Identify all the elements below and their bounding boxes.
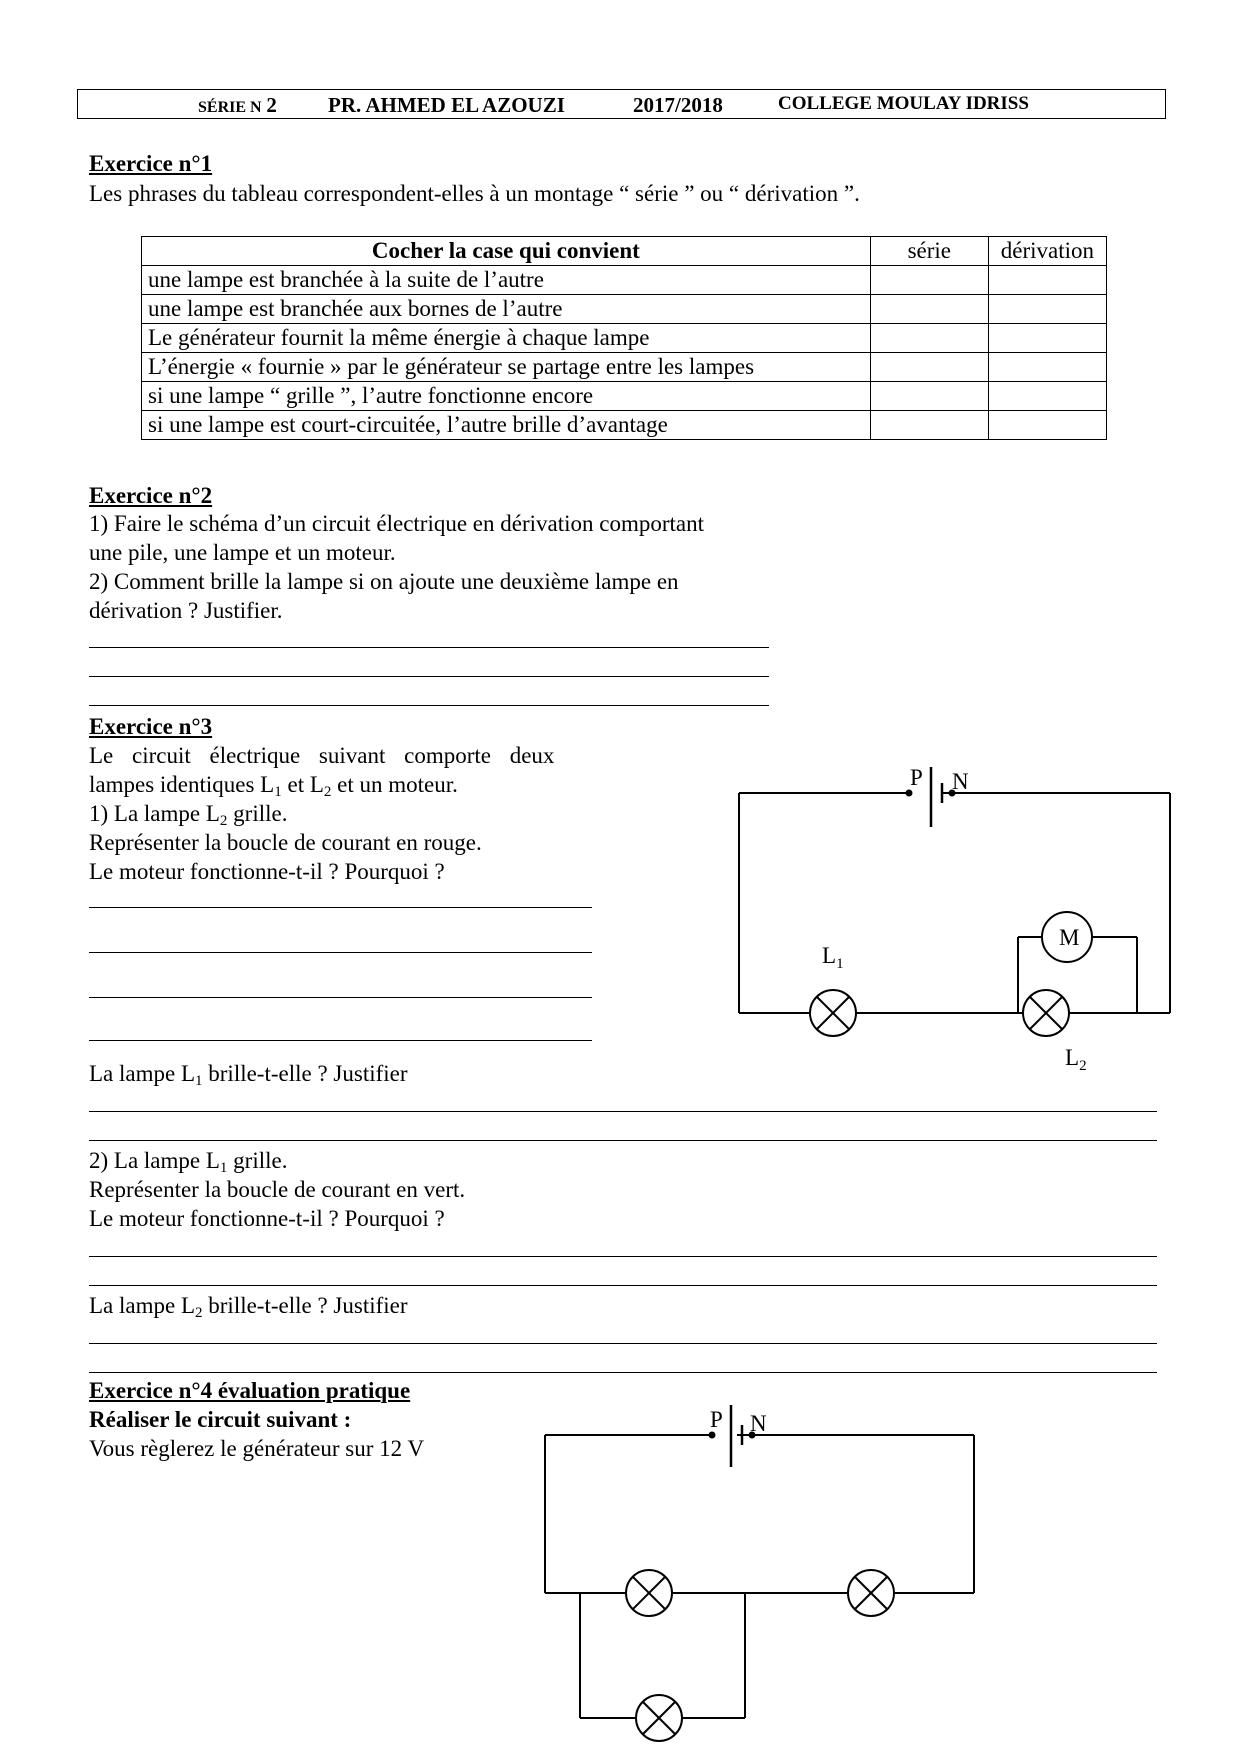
- answer-line[interactable]: [89, 1256, 1157, 1257]
- answer-line[interactable]: [89, 1140, 1157, 1141]
- checkbox-serie[interactable]: [870, 411, 988, 440]
- checkbox-derivation[interactable]: [988, 295, 1106, 324]
- table-header-row: [142, 237, 1107, 266]
- ex4-title: Exercice n°4 évaluation pratique: [89, 1378, 411, 1403]
- lamp-l1-label: $L_1$: [822, 943, 844, 972]
- ex2-line-1: 1) Faire le schéma d’un circuit électrique en dérivation comportant: [89, 511, 705, 536]
- ex3-q2: 2) La lampe $L_1$ grille.: [89, 1148, 288, 1176]
- ex3-q1-represent: Représenter la boucle de courant en rouge.: [89, 830, 482, 855]
- ex3-line-2: lampes identiques $L_1$ et $L_2$ et un moteur.: [89, 772, 458, 800]
- checkbox-derivation[interactable]: [988, 353, 1106, 382]
- checkbox-serie[interactable]: [870, 266, 988, 295]
- ex2-line-2: une pile, une lampe et un moteur.: [89, 540, 396, 565]
- table-header-statement: Cocher la case qui convient: [142, 237, 871, 266]
- row-statement: si une lampe “ grille ”, l’autre fonctionne encore: [142, 382, 871, 411]
- row-statement: une lampe est branchée à la suite de l’autre: [142, 266, 871, 295]
- ex3-circuit-diagram: [720, 755, 1180, 1085]
- ex1-table: [141, 236, 1107, 440]
- ex4-subtitle: Réaliser le circuit suivant :: [89, 1407, 352, 1432]
- answer-line[interactable]: [89, 1343, 1157, 1344]
- terminal-p-label: P: [710, 1407, 723, 1432]
- terminal-dot: [906, 790, 913, 797]
- checkbox-derivation[interactable]: [988, 382, 1106, 411]
- table-row: [142, 295, 1107, 324]
- ex4-text: Vous règlerez le générateur sur 12 V: [89, 1436, 425, 1461]
- answer-line[interactable]: [89, 1372, 1157, 1373]
- answer-line[interactable]: [89, 907, 592, 908]
- ex2-title: Exercice n°2: [89, 483, 213, 508]
- answer-line[interactable]: [89, 952, 592, 953]
- checkbox-derivation[interactable]: [988, 411, 1106, 440]
- school-year: 2017/2018: [633, 93, 723, 117]
- checkbox-derivation[interactable]: [988, 324, 1106, 353]
- terminal-dot: [709, 1432, 716, 1439]
- table-row: [142, 353, 1107, 382]
- ex3-q2-lamp: La lampe $L_2$ brille-t-elle ? Justifier: [89, 1293, 408, 1321]
- school-name: COLLEGE MOULAY IDRISS: [778, 93, 1029, 114]
- table-header-derivation: dérivation: [988, 237, 1106, 266]
- ex4-circuit-diagram: [530, 1395, 990, 1745]
- ex2-line-3: 2) Comment brille la lampe si on ajoute une deuxième lampe en: [89, 569, 679, 594]
- ex1-intro: Les phrases du tableau correspondent-elles à un montage “ série ” ou “ dérivation ”.: [89, 181, 860, 206]
- row-statement: Le générateur fournit la même énergie à chaque lampe: [142, 324, 871, 353]
- row-statement: L’énergie « fournie » par le générateur se partage entre les lampes: [142, 353, 871, 382]
- ex1-title: Exercice n°1: [89, 151, 213, 176]
- ex3-q2-represent: Représenter la boucle de courant en vert.: [89, 1177, 466, 1202]
- answer-line[interactable]: [89, 1285, 1157, 1286]
- terminal-n-label: N: [750, 1411, 767, 1436]
- answer-line[interactable]: [89, 997, 592, 998]
- checkbox-serie[interactable]: [870, 353, 988, 382]
- serie-label: SÉRIE N 2: [198, 93, 277, 117]
- table-header-serie: série: [870, 237, 988, 266]
- checkbox-serie[interactable]: [870, 382, 988, 411]
- ex3-q1-lamp: La lampe $L_1$ brille-t-elle ? Justifier: [89, 1061, 408, 1089]
- table-row: [142, 411, 1107, 440]
- row-statement: si une lampe est court-circuitée, l’autre brille d’avantage: [142, 411, 871, 440]
- checkbox-derivation[interactable]: [988, 266, 1106, 295]
- table-row: [142, 382, 1107, 411]
- row-statement: une lampe est branchée aux bornes de l’autre: [142, 295, 871, 324]
- answer-line[interactable]: [89, 647, 769, 648]
- terminal-n-label: N: [952, 769, 969, 794]
- ex3-q1-motor: Le moteur fonctionne-t-il ? Pourquoi ?: [89, 859, 445, 884]
- ex3-q2-motor: Le moteur fonctionne-t-il ? Pourquoi ?: [89, 1206, 445, 1231]
- header-banner: [77, 89, 1166, 119]
- answer-line[interactable]: [89, 676, 769, 677]
- checkbox-serie[interactable]: [870, 324, 988, 353]
- table-row: [142, 324, 1107, 353]
- ex3-q1: 1) La lampe $L_2$ grille.: [89, 801, 288, 829]
- checkbox-serie[interactable]: [870, 295, 988, 324]
- answer-line[interactable]: [89, 705, 769, 706]
- answer-line[interactable]: [89, 1040, 592, 1041]
- lamp-l2-label: $L_2$: [1065, 1045, 1087, 1074]
- answer-line[interactable]: [89, 1111, 1157, 1112]
- ex2-line-4: dérivation ? Justifier.: [89, 598, 283, 623]
- table-row: [142, 266, 1107, 295]
- terminal-p-label: P: [910, 765, 923, 790]
- ex3-line-1: Le circuit électrique suivant comporte deux: [89, 743, 555, 768]
- ex3-title: Exercice n°3: [89, 714, 213, 739]
- teacher-name: PR. AHMED EL AZOUZI: [328, 93, 565, 117]
- motor-label: M: [1059, 925, 1080, 950]
